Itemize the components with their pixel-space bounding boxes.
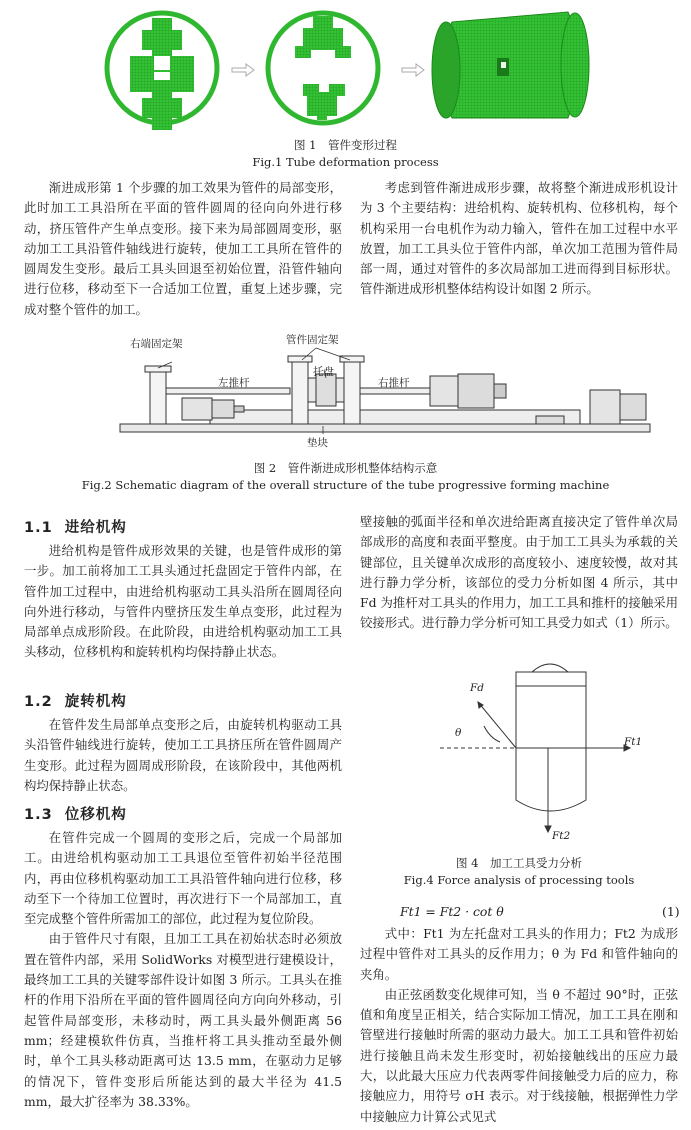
label-left-rod: 左推杆 [218, 377, 250, 389]
equation-1: Ft1 = Ft2 · cot θ [400, 904, 504, 919]
fig1-caption-en: Fig.1 Tube deformation process [252, 155, 439, 169]
force-analysis-diagram [420, 650, 660, 850]
intro-left: 渐进成形第 1 个步骤的加工效果为管件的局部变形，此时加工工具沿所在平面的管件圆周的径向向外进行移动，挤压管件产生单点变形。接下来为局部圆周变形，驱动加工工具沿管件轴线进行旋转，使加工工具所在管件的圆周发生变形。最后工具头回退至初始位置，沿管件轴向进行位移，移动至下一合适加工位置，重复上述步骤，完成对整个管件的加工。 [24, 180, 342, 317]
machine-structure-diagram [0, 330, 691, 455]
fig4-caption-cn: 图 4 加工工具受力分析 [456, 856, 582, 870]
figure-2 [0, 330, 691, 455]
label-right-frame: 右端固定架 [130, 338, 183, 350]
label-ft1: Ft1 [624, 736, 643, 748]
label-tray: 托盘 [313, 366, 334, 378]
equation-number: (1) [662, 904, 680, 919]
fig4-caption-en: Fig.4 Force analysis of processing tools [403, 873, 635, 887]
intro-right: 考虑到管件渐进成形步骤，故将整个渐进成形机设计为 3 个主要结构：进给机构、旋转机构、位移机构，每个机构采用一台电机作为动力输入，管件在加工过程中水平放置，加工工具头位于管件内部，单次加工范围为管件局部一周，通过对管件的多次局部加工进而得到目标形状。管件渐进成形机整体结构设计如图 2 所示。 [360, 180, 678, 297]
label-theta: θ [455, 727, 462, 739]
arrow-icon [402, 64, 424, 76]
tube-deformation-illustration [0, 0, 691, 135]
arrow-icon [232, 64, 254, 76]
label-fd: Fd [470, 682, 485, 694]
heading-1-2: 1.2 旋转机构 [24, 694, 127, 710]
stage-1-tube [107, 13, 217, 130]
figure-4 [420, 650, 660, 850]
stage-2-tube [268, 13, 378, 123]
section-1-1-text: 进给机构是管件成形效果的关键，也是管件成形的第一步。加工前将加工工具头通过托盘固定于管件内部，在管件加工过程中，由进给机构驱动工具头沿所在圆周径向向外进行移动，与管件内壁挤压发生单点变形，此过程为局部单点成形阶段。在此阶段，由进给机构驱动加工工具头移动，位移机构和旋转机构均保持静止状态。 [24, 543, 342, 660]
heading-1-1: 1.1 进给机构 [24, 520, 127, 536]
right-col-text-top: 壁接触的弧面半径和单次进给距离直接决定了管件单次局部成形的高度和表面平整度。由于加工工具头为承载的关键部位，且关键单次成形的高度较小、速度较慢，故对其进行静力学分析，该部位的受力分析如图 4 所示，其中 Fd 为推杆对工具头的作用力，加工工具和推杆的接触采用铰接形式。进行静力学分析可知工具受力如式（1）所示。 [360, 514, 678, 631]
section-1-2-text: 在管件发生局部单点变形之后，由旋转机构驱动工具头沿管件轴线进行旋转，使加工工具挤压所在管件圆周产生变形。此过程为圆周成形阶段，在该阶段中，其他两机构均保持静止状态。 [24, 717, 342, 793]
right-col-text-bottom: 式中：Ft1 为左托盘对工具头的作用力；Ft2 为成形过程中管件对工具头的反作用力；θ 为 Fd 和管件轴向的夹角。 由正弦函数变化规律可知，当 θ 不超过 90°时，正弦值和角度呈正相关，结合实际加工情况，加工工具在刚和管壁进行接触时所需的驱动力最大。加工工具和管件初始进行接触且尚未发生形变时，初始接触线出的压应力最大，以此最大压应力代表两零件间接触受力后的应力，称接触应力，用符号 σH 表示。对于线接触，根据弹性力学中接触应力计算公式见式 [360, 926, 678, 1124]
label-pad: 垫块 [307, 437, 328, 449]
stage-3-cylinder [432, 12, 589, 118]
label-tube-frame: 管件固定架 [286, 334, 339, 346]
label-right-rod: 右推杆 [378, 377, 410, 389]
fig2-caption-cn: 图 2 管件渐进成形机整体结构示意 [253, 461, 438, 475]
heading-1-3: 1.3 位移机构 [24, 807, 127, 823]
fig1-caption-cn: 图 1 管件变形过程 [294, 138, 397, 152]
section-1-3-text: 在管件完成一个圆周的变形之后，完成一个局部加工。由进给机构驱动加工工具退位至管件初始半径范围内，再由位移机构驱动加工工具沿管件轴向进行位移，移动至下一个待加工位置时，再次进行下一个局部加工，直至完成整个管件所需加工的部位，此过程为复位阶段。 由于管件尺寸有限，且加工工具在初始状态时必须放置在管件内部，采用 SolidWorks 对模型进行建模设计，最终加工工具的关键零部件设计如图 3 所示。工具头在推杆的作用下沿所在平面的管件圆周径向方向向外移动，引起管件局部变形，未移动时，两工具头最外侧距离 56 mm；经建模软件仿真，当推杆将工具头推动至最外侧时，单个工具头移动距离可达 13.5 mm，在驱动力足够的情况下，管件变形后所能达到的最大半径为 41.5 mm，最大扩径率为 38.33%。 [24, 830, 342, 1109]
figure-1 [0, 0, 691, 135]
fig2-caption-en: Fig.2 Schematic diagram of the overall structure of the tube progressive forming machine [81, 478, 610, 492]
label-ft2: Ft2 [552, 830, 571, 842]
